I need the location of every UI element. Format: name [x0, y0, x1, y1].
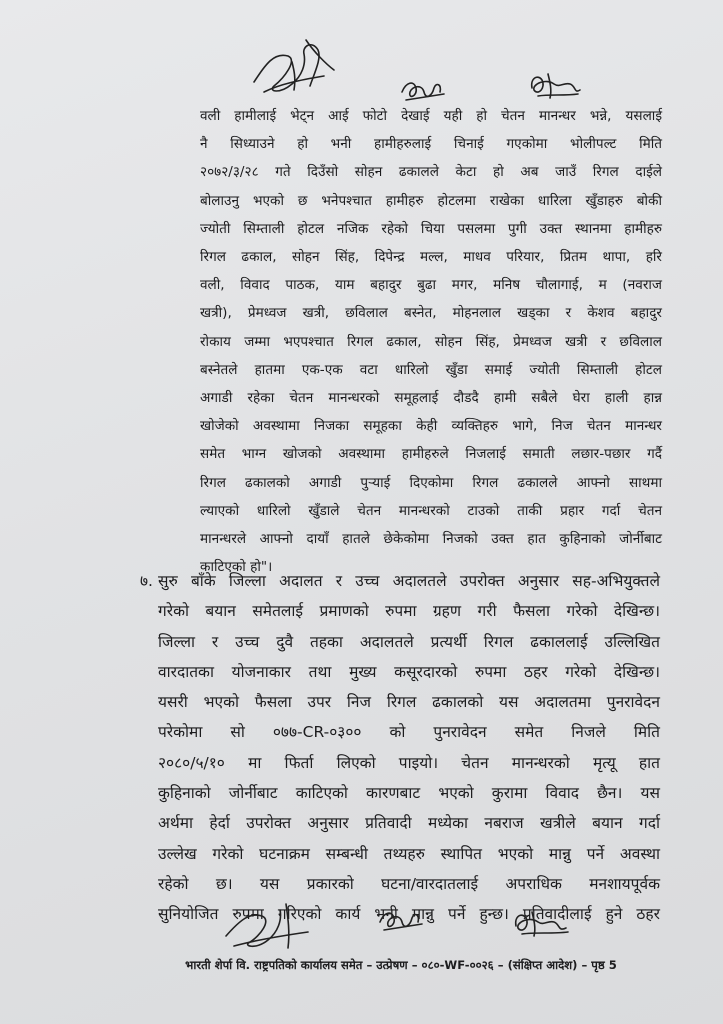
paragraph-line: २०८०/५/१० मा फिर्ता लिएको पाइयो। चेतन मानन्धरको मृत्यू हात	[158, 753, 660, 772]
signature-top-right	[524, 68, 584, 104]
quote-line: खोजेको अवस्थामा निजका समूहका केही व्यक्तिहरु भागे, निज चेतन मानन्धर	[200, 418, 662, 435]
quote-line: काटिएको हो"।	[200, 559, 273, 576]
quote-line: बस्नेतले हातमा एक-एक वटा धारिलो खुँडा समाई ज्योती सिम्ताली होटल	[200, 361, 662, 378]
paragraph-line: जिल्ला र उच्च दुवै तहका अदालतले प्रत्यर्थी रिगल ढकाललाई उल्लिखित	[158, 632, 660, 651]
quote-line: रोकाय जम्मा भएपश्चात रिगल ढकाल, सोहन सिंह, प्रेमध्वज खत्री र छविलाल	[200, 333, 662, 350]
paragraph-line: कुहिनाको जोर्नीबाट काटिएको कारणबाट भएको कुरामा विवाद छैन। यस	[158, 784, 660, 803]
numbered-paragraph-7	[140, 566, 660, 930]
paragraph-line: सुरु बाँके जिल्ला अदालत र उच्च अदालतले उपरोक्त अनुसार सह-अभियुक्तले	[158, 572, 660, 590]
signature-top-left	[244, 34, 340, 106]
signature-bottom-left	[216, 896, 316, 958]
quote-line: रिगल ढकाल, सोहन सिंह, दिपेन्द्र मल्ल, माधव परियार, प्रितम थापा, हरि	[200, 249, 662, 266]
quote-line: नै सिध्याउने हो भनी हामीहरुलाई चिनाई गएकोमा भोलीपल्ट मिति	[200, 136, 662, 153]
quote-line: वली हामीलाई भेट्न आई फोटो देखाई यही हो चेतन मानन्धर भन्ने, यसलाई	[200, 108, 662, 124]
paragraph-line: अर्थमा हेर्दा उपरोक्त अनुसार प्रतिवादी मध्येका नबराज खत्रीले बयान गर्दा	[158, 814, 660, 833]
paragraph-line: गरेको बयान समेतलाई प्रमाणको रुपमा ग्रहण गरी फैसला गरेको देखिन्छ।	[158, 602, 660, 621]
quote-line: अगाडी रहेका चेतन मानन्धरको समूहलाई दौडदै हामी सबैले घेरा हाली हान्न	[200, 390, 662, 407]
quote-line: खत्री), प्रेमध्वज खत्री, छविलाल बस्नेत, मोहनलाल खड्का र केशव बहादुर	[200, 305, 662, 322]
paragraph-line: रहेको छ। यस प्रकारको घटना/वारदातलाई अपराधिक मनशायपूर्वक	[158, 874, 660, 893]
paragraph-line: उल्लेख गरेको घटनाक्रम सम्बन्धी तथ्यहरु स्थापित भएको मान्नु पर्ने अवस्था	[158, 844, 660, 863]
quote-line: वली, विवाद पाठक, याम बहादुर बुढा मगर, मनिष चौलागाई, म (नवराज	[200, 277, 662, 294]
quote-line: मानन्धरले आफ्नो दायाँ हातले छेकेकोमा निजको उक्त हात कुहिनाको जोर्नीबाट	[200, 531, 662, 548]
paragraph-body	[158, 566, 660, 930]
paragraph-line: यसरी भएको फैसला उपर निज रिगल ढकालको यस अदालतमा पुनरावेदन	[158, 693, 660, 712]
quote-line: बोलाउनु भएको छ भनेपश्चात हामीहरु होटलमा राखेका धारिला खुँडाहरु बोकी	[200, 192, 662, 209]
paragraph-line: वारदातका योजनाकार तथा मुख्य कसूरदारको रुपमा ठहर गरेको देखिन्छ।	[158, 662, 660, 681]
signature-bottom-right	[508, 906, 572, 942]
paragraph-number: ७.	[140, 572, 153, 590]
quote-line: रिगल ढकालको अगाडी पुऱ्याई दिएकोमा रिगल ढकालले आफ्नो साथमा	[200, 474, 662, 491]
quote-line: ज्योती सिम्ताली होटल नजिक रहेको चिया पसलमा पुगी उक्त स्थानमा हामीहरु	[200, 220, 662, 237]
quote-line: ल्याएको धारिलो खुँडाले चेतन मानन्धरको टाउको ताकी प्रहार गर्दा चेतन	[200, 502, 662, 519]
quoted-statement-paragraph	[200, 102, 662, 581]
quote-line: समेत भाग्न खोजको अवस्थामा हामीहरुले निजलाई समाती लछार-पछार गर्दै	[200, 446, 662, 463]
quote-line: २०७२/३/२८ गते दिउँसो सोहन ढकालले केटा हो अब जाउँ रिगल दाईले	[200, 164, 662, 181]
signature-bottom-middle	[376, 904, 426, 938]
paragraph-line: सुनियोजित रुपमा गरिएको कार्य भनी मान्नु पर्ने हुन्छ। प्रतिवादीलाई हुने ठहर	[158, 905, 660, 924]
page-footer: भारती शेर्पा वि. राष्ट्रपतिको कार्यालय समेत – उत्प्रेषण – ०८०-WF-००२६ – (संक्षिप्त आदेश) – पृष्ठ 5	[185, 958, 617, 972]
paragraph-line: परेकोमा सो ०७७-CR-०३०० को पुनरावेदन समेत निजले मिति	[158, 723, 660, 742]
